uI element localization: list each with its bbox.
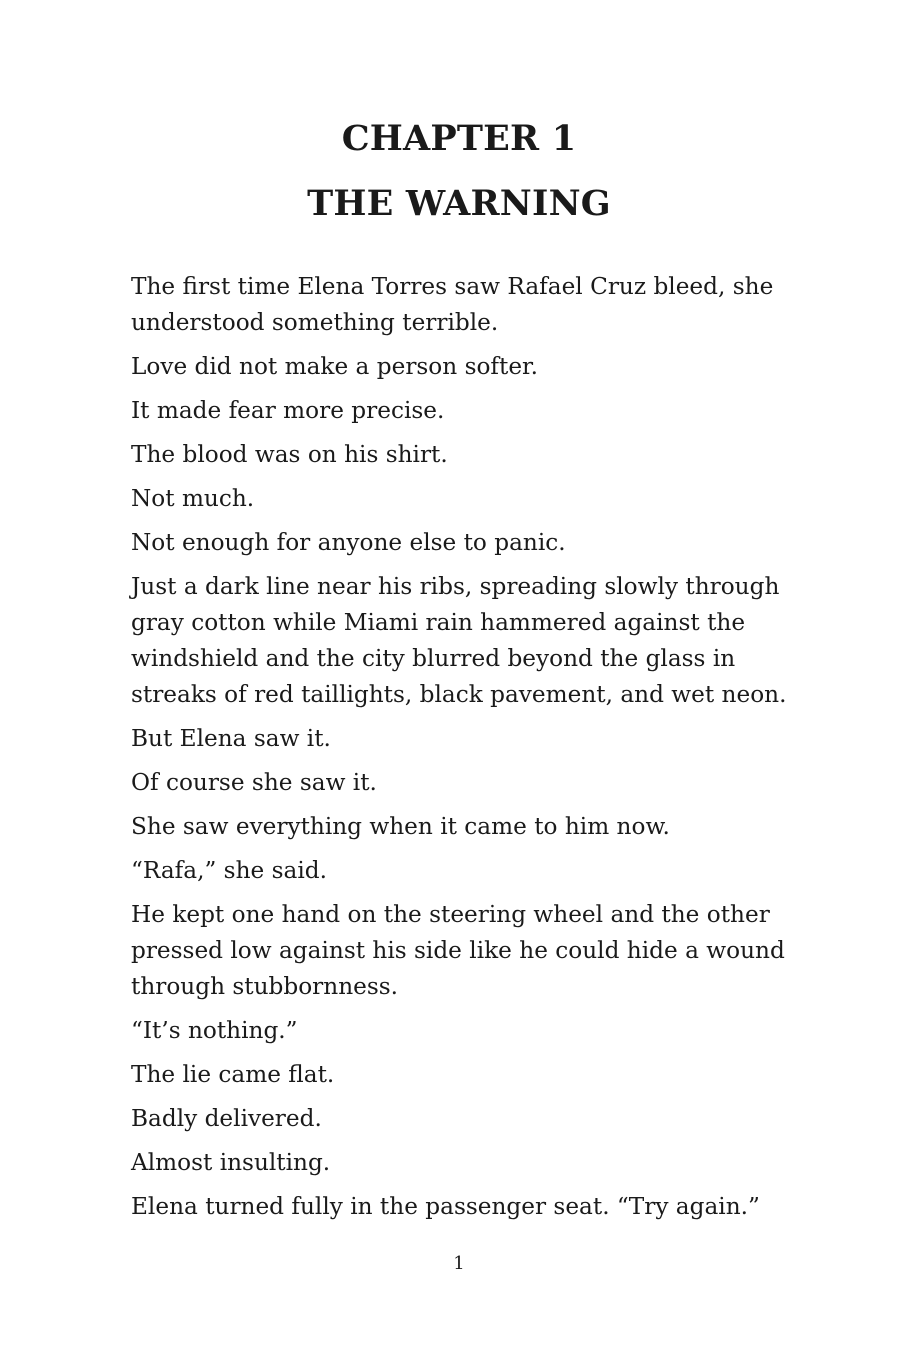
paragraph: The lie came flat. bbox=[131, 1061, 335, 1088]
paragraph: Not enough for anyone else to panic. bbox=[131, 529, 566, 556]
paragraph: He kept one hand on the steering wheel and the other pressed low against his side like he could hide a wound through stubbornness. bbox=[131, 901, 785, 1000]
chapter-number: CHAPTER 1 bbox=[341, 118, 577, 159]
chapter-title: THE WARNING bbox=[307, 183, 611, 224]
paragraph: Almost insulting. bbox=[131, 1149, 331, 1176]
paragraph: Of course she saw it. bbox=[131, 769, 377, 796]
page-number: 1 bbox=[453, 1253, 465, 1274]
paragraph: “Rafa,” she said. bbox=[131, 857, 327, 884]
paragraph: Elena turned fully in the passenger seat. “Try again.” bbox=[131, 1193, 760, 1220]
paragraph: She saw everything when it came to him now. bbox=[131, 813, 670, 840]
paragraph: Love did not make a person softer. bbox=[131, 353, 538, 380]
paragraph: Badly delivered. bbox=[131, 1105, 322, 1132]
paragraph: Just a dark line near his ribs, spreading slowly through gray cotton while Miami rain hammered against the windshield and the city blurred beyond the glass in streaks of red taillights, black pavement, and wet neon. bbox=[131, 573, 787, 708]
paragraph: It made fear more precise. bbox=[131, 397, 445, 424]
paragraph: The blood was on his shirt. bbox=[131, 441, 448, 468]
chapter-body bbox=[131, 269, 793, 1233]
paragraph: The first time Elena Torres saw Rafael Cruz bleed, she understood something terrible. bbox=[131, 273, 774, 336]
paragraph: But Elena saw it. bbox=[131, 725, 331, 752]
paragraph: Not much. bbox=[131, 485, 255, 512]
chapter-heading bbox=[0, 116, 900, 227]
paragraph: “It’s nothing.” bbox=[131, 1017, 298, 1044]
